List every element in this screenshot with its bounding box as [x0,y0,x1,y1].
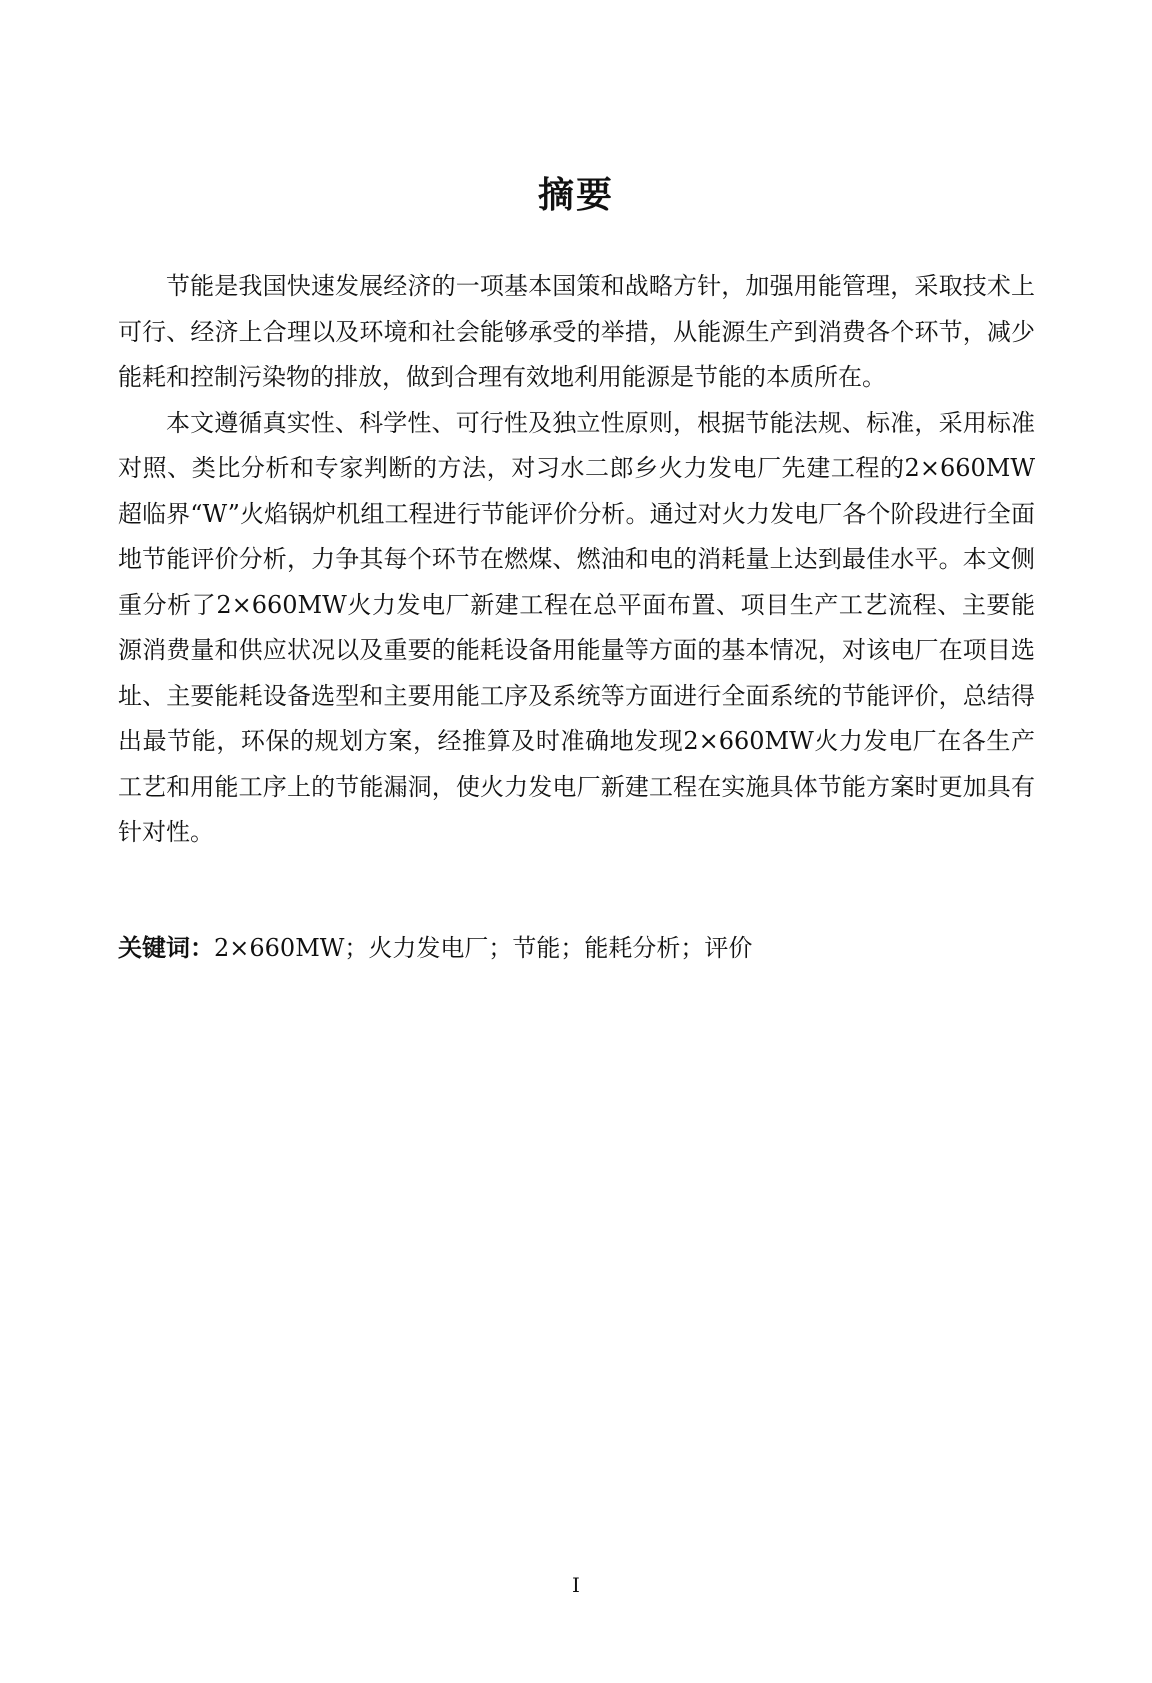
page-number: I [572,1573,580,1597]
keywords-text: 2×660MW；火力发电厂；节能；能耗分析；评价 [214,934,753,962]
keywords-line [118,928,1035,968]
keywords-label: 关键词： [118,934,214,962]
abstract-paragraph-1: 节能是我国快速发展经济的一项基本国策和战略方针，加强用能管理，采取技术上可行、经济上合理以及环境和社会能够承受的举措，从能源生产到消费各个环节，减少能耗和控制污染物的排放，做到合理有效地利用能源是节能的本质所在。 [118,272,1035,391]
abstract-body [118,264,1035,856]
abstract-paragraph-2: 本文遵循真实性、科学性、可行性及独立性原则，根据节能法规、标准，采用标准对照、类比分析和专家判断的方法，对习水二郎乡火力发电厂先建工程的2×660MW超临界“W”火焰锅炉机组工程进行节能评价分析。通过对火力发电厂各个阶段进行全面地节能评价分析，力争其每个环节在燃煤、燃油和电的消耗量上达到最佳水平。本文侧重分析了2×660MW火力发电厂新建工程在总平面布置、项目生产工艺流程、主要能源消费量和供应状况以及重要的能耗设备用能量等方面的基本情况，对该电厂在项目选址、主要能耗设备选型和主要用能工序及系统等方面进行全面系统的节能评价，总结得出最节能，环保的规划方案，经推算及时准确地发现2×660MW火力发电厂在各生产工艺和用能工序上的节能漏洞，使火力发电厂新建工程在实施具体节能方案时更加具有针对性。 [118,408,1035,846]
abstract-title: 摘要 [537,175,614,216]
